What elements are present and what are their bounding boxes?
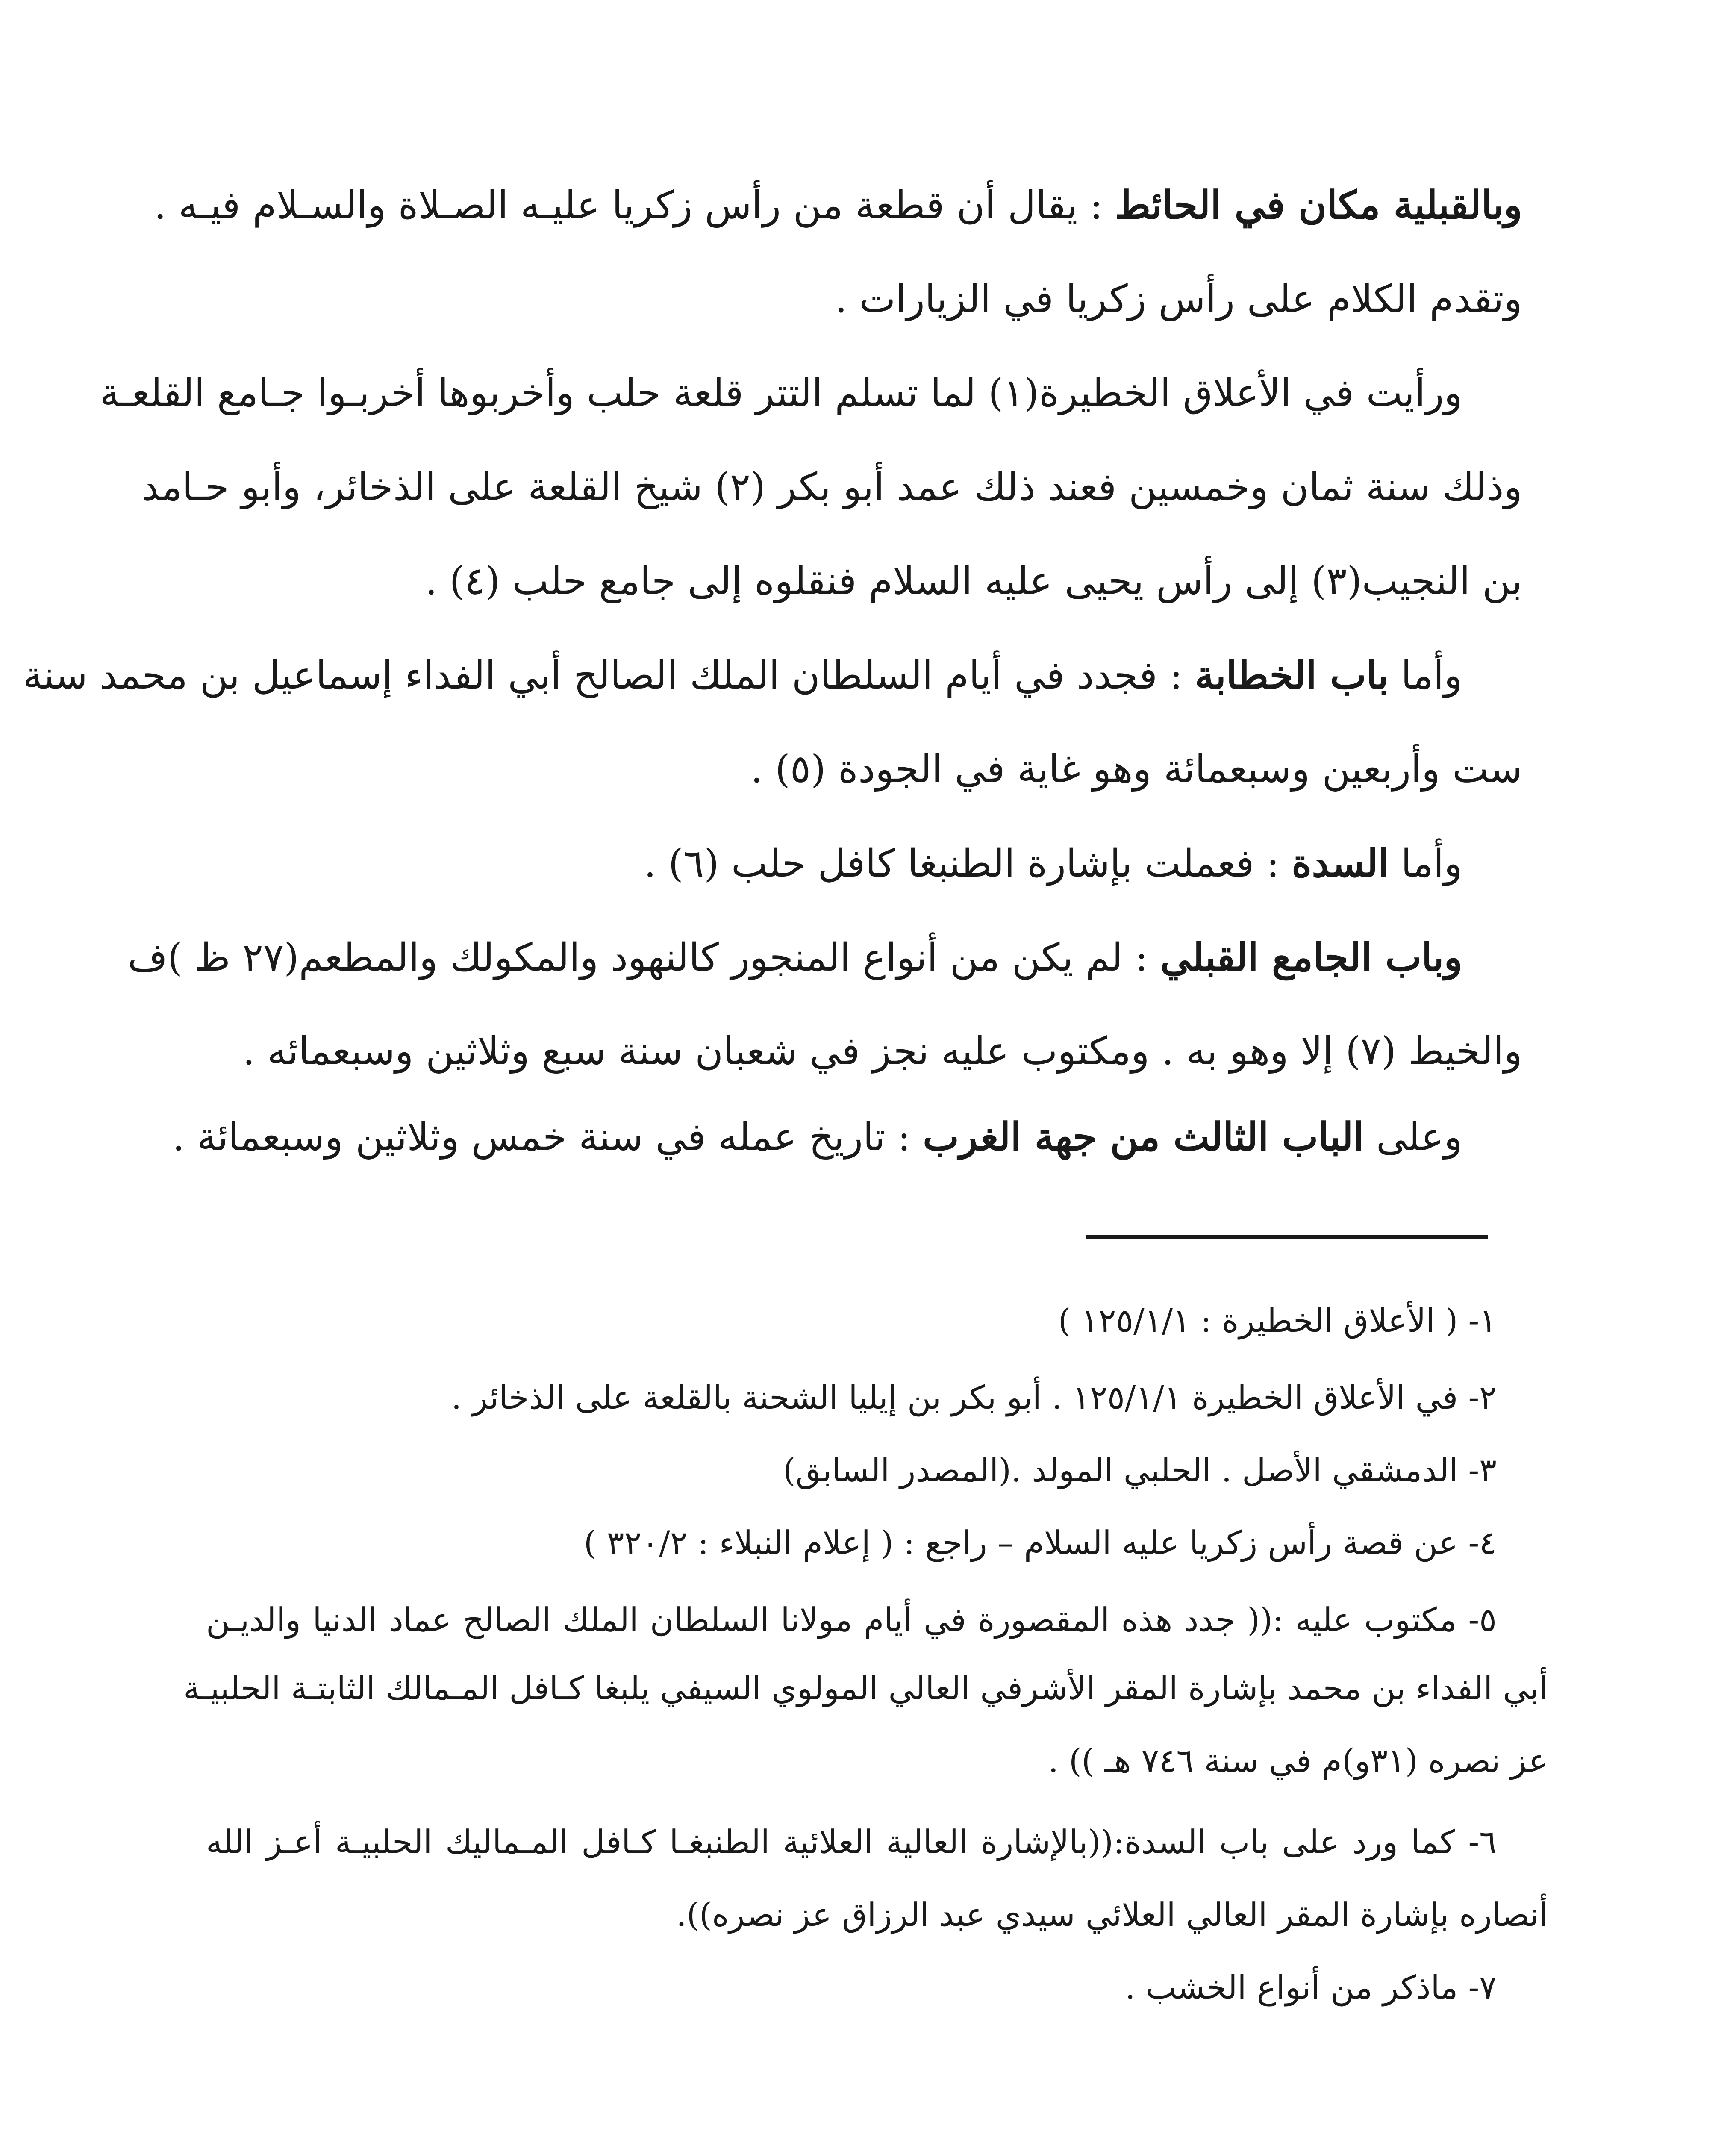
paragraph-1-text: : يقال أن قطعة من رأس زكريا عليـه الصـلاة والسـلام فيـه . [154, 183, 1115, 228]
paragraph-4-lead: السدة [1292, 841, 1389, 886]
paragraph-5-text: : لم يكن من أنواع المنجور كالنهود والمكولك والمطعم(٢٧ ظ )ف [127, 935, 1160, 980]
footnote-5-line-3: عز نصره (٣١و)م في سنة ٧٤٦ هـ )) . [1048, 1742, 1548, 1780]
paragraph-2-line-3: بن النجيب(٣) إلى رأس يحيى عليه السلام فنقلوه إلى جامع حلب (٤) . [425, 559, 1522, 603]
footnote-5-line-1: ٥- مكتوب عليه :(( جدد هذه المقصورة في أيام مولانا السلطان الملك الصالح عماد الدنيا والديـن [206, 1601, 1497, 1639]
footnote-7: ٧- ماذكر من أنواع الخشب . [1125, 1968, 1497, 2006]
paragraph-1-line-2: وتقدم الكلام على رأس زكريا في الزيارات . [835, 277, 1522, 321]
footnote-6-line-1: ٦- كما ورد على باب السدة:((بالإشارة العالية العلائية الطنبغـا كـافل المـماليك الحلبيـة أعـز الله [206, 1823, 1497, 1861]
paragraph-4-pre: وأما [1389, 841, 1462, 886]
footnote-1: ١- ( الأعلاق الخطيرة : ١٢٥/١/١ ) [1058, 1301, 1497, 1339]
footnote-3: ٣- الدمشقي الأصل . الحلبي المولد .(المصدر السابق) [783, 1451, 1497, 1489]
paragraph-5-lead: وباب الجامع القبلي [1160, 935, 1462, 980]
footnote-separator [1086, 1235, 1488, 1239]
paragraph-6-pre: وعلى [1364, 1115, 1462, 1160]
paragraph-3-lead: باب الخطابة [1195, 653, 1389, 698]
paragraph-1-line-1 [154, 180, 1522, 231]
paragraph-2-line-2: وذلك سنة ثمان وخمسين فعند ذلك عمد أبو بكر (٢) شيخ القلعة على الذخائر، وأبو حـامد [141, 465, 1522, 509]
paragraph-6-line-1 [172, 1111, 1462, 1163]
paragraph-3-pre: وأما [1389, 653, 1462, 698]
paragraph-1-lead: وبالقبلية مكان في الحائط [1115, 182, 1522, 228]
paragraph-4-line-1 [206, 838, 1462, 889]
footnote-5-line-2: أبي الفداء بن محمد بإشارة المقر الأشرفي العالي المولوي السيفي يلبغا كـافل المـمالك الثابتـة الحلبيـة [183, 1669, 1548, 1707]
paragraph-5-line-2: والخيط (٧) إلا وهو به . ومكتوب عليه نجز في شعبان سنة سبع وثلاثين وسبعمائه . [243, 1029, 1522, 1074]
paragraph-6-lead: الباب الثالث من جهة الغرب [923, 1114, 1364, 1160]
paragraph-5-line-1 [127, 932, 1462, 983]
paragraph-6-text: : تاريخ عمله في سنة خمس وثلاثين وسبعمائة . [172, 1115, 923, 1160]
paragraph-3-line-2: ست وأربعين وسبعمائة وهو غاية في الجودة (٥) . [750, 747, 1522, 792]
paragraph-3-text: : فجدد في أيام السلطان الملك الصالح أبي الفداء إسماعيل بن محمد سنة [23, 653, 1195, 698]
footnote-2: ٢- في الأعلاق الخطيرة ١٢٥/١/١ . أبو بكر بن إيليا الشحنة بالقلعة على الذخائر . [451, 1378, 1497, 1416]
footnote-4: ٤- عن قصة رأس زكريا عليه السلام – راجع : ( إعلام النبلاء : ٣٢٠/٢ ) [583, 1524, 1497, 1562]
paragraph-4-text: : فعملت بإشارة الطنبغا كافل حلب (٦) . [644, 841, 1292, 886]
footnote-6-line-2: أنصاره بإشارة المقر العالي العلائي سيدي عبد الرزاق عز نصره)). [676, 1896, 1548, 1934]
paragraph-3-line-1 [23, 650, 1462, 701]
paragraph-2-line-1: ورأيت في الأعلاق الخطيرة(١) لما تسلم التتر قلعة حلب وأخربوها أخربـوا جـامع القلعـة [100, 371, 1462, 415]
